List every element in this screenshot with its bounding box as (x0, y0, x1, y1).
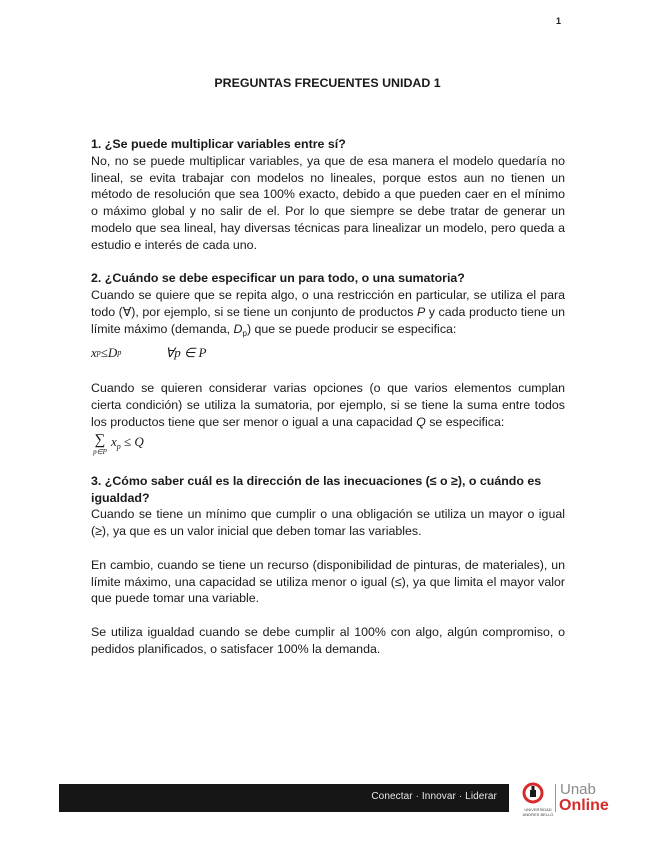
formula-operator: ≤ (100, 345, 108, 361)
formula-demand-constraint (91, 344, 565, 364)
var-q: Q (416, 414, 426, 429)
text-segment: Cuando se quiere que se repita algo, o una restricción en particular, se utiliza el para todo (∀), por ejemplo, si se tiene un conjunto de productos (91, 288, 565, 319)
question-2-answer-part-2 (91, 380, 565, 430)
text-segment: ) que se puede producir se especifica: (246, 321, 457, 336)
sigma-symbol: ∑ (94, 431, 106, 448)
formula-rhs-var: D (107, 345, 118, 361)
question-1-answer: No, no se puede multiplicar variables, ya que de esa manera el modelo quedaría no lineal, se evita trabajar con modelos no lineales, porque estos aun no tienen un método de resolución que sea 100% exacto, debido a que pueden caer en el mínimo o máximo global y no salir de el. Por lo que siempre se debe tratar de generar un modelo que sea lineal, hay diversas técnicas para linealizar un modelo, pero queda a estudio e interés de cada uno. (91, 153, 565, 252)
question-2-answer-part-1 (91, 287, 565, 342)
logo-university-text: UNIVERSIDAD ANDRES BELLO (522, 807, 554, 817)
var-d-subscript: p (242, 328, 247, 338)
sum-var-sub: p (116, 441, 121, 451)
logo-divider (555, 784, 556, 812)
formula-capacity-sum (91, 433, 565, 463)
footer-slogan: Conectar · Innovar · Liderar (371, 791, 497, 802)
sigma-subscript: p∈P (93, 447, 107, 456)
text-segment: se especifica: (425, 414, 505, 429)
document-title: PREGUNTAS FRECUENTES UNIDAD 1 (214, 76, 441, 90)
formula-lhs-sub: p (96, 348, 101, 358)
text-segment: Cuando se quieren considerar varias opciones (o que varios elementos cumplan cierta condición) se utiliza la sumatoria, por ejemplo, si se tiene la suma entre todos los productos tiene que ser menor o igual a una capacidad (91, 381, 565, 429)
var-p: P (416, 304, 426, 319)
document-body (91, 136, 565, 658)
question-3-answer-2: En cambio, cuando se tiene un recurso (disponibilidad de pinturas, de materiales), un límite máximo, una capacidad se utiliza menor o igual (≤), ya que limita el mayor valor que puede tomar una variable. (91, 557, 565, 606)
sigma-group (91, 433, 109, 456)
question-3-answer-1: Cuando se tiene un mínimo que cumplir o una obligación se utiliza un mayor o igual (≥), ya que es un valor inicial que deben tomar las variables. (91, 507, 565, 539)
footer-bar (59, 784, 509, 812)
page-number: 1 (556, 16, 562, 26)
logo-unab-text: Unab (560, 781, 596, 798)
logo-online-text: Online (559, 797, 609, 814)
question-3-answer-3: Se utiliza igualdad cuando se debe cumplir al 100% con algo, algún compromiso, o pedidos planificados, o satisfacer 100% la demanda. (91, 624, 565, 656)
sum-var: x (111, 433, 117, 449)
text-segment: y cada producto tiene un límite máximo (demanda, (91, 304, 565, 336)
formula-forall: ∀p ∈ P (165, 345, 207, 361)
sum-expression (111, 433, 144, 456)
unab-online-logo (521, 782, 611, 816)
formula-lhs-var: x (91, 345, 97, 361)
question-3-heading: 3. ¿Cómo saber cuál es la dirección de las inecuaciones (≤ o ≥), o cuándo es igualdad? (91, 473, 542, 505)
var-d: D (233, 321, 243, 336)
formula-rhs-sub: p (117, 348, 122, 358)
question-2-heading: 2. ¿Cuándo se debe especificar un para todo, o una sumatoria? (91, 271, 465, 286)
sum-rest: ≤ Q (120, 433, 144, 449)
question-1-heading: 1. ¿Se puede multiplicar variables entre sí? (91, 137, 346, 151)
